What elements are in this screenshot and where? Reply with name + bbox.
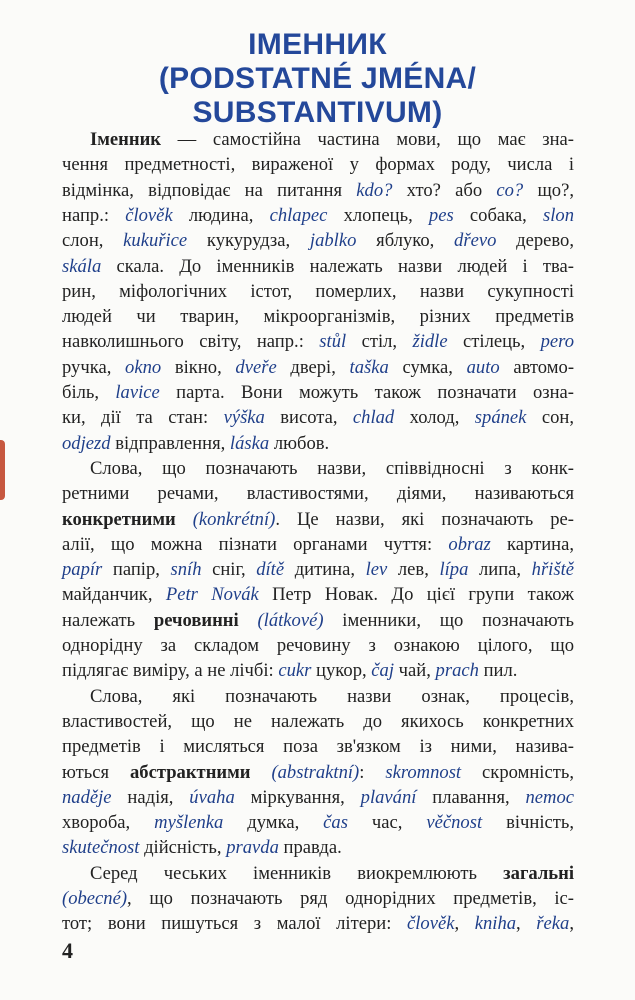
text-run: людина, [172, 204, 270, 226]
czech-word: odjezd [62, 432, 111, 454]
text-run: слон, [62, 230, 124, 252]
czech-word: výška [223, 407, 265, 429]
heading-line-2: (PODSTATNÉ JMÉNA/ [158, 62, 477, 95]
text-line [62, 279, 574, 304]
bold-term: Іменник [90, 129, 162, 150]
text-run: тот; вони пишуться з малої літери: [62, 913, 407, 935]
text-run: картина, [490, 533, 575, 555]
text-run: чай, [394, 660, 436, 682]
text-run: Петр Новак. До цієї групи також [258, 584, 574, 606]
text-line [62, 886, 574, 911]
czech-word: dveře [235, 356, 277, 378]
text-line [62, 178, 574, 203]
czech-word: člověk [125, 204, 173, 226]
text-line [62, 658, 574, 683]
text-line [62, 380, 574, 405]
bold-term: загальні [503, 862, 574, 884]
czech-word: co? [496, 179, 524, 201]
text-run: чення предметності, вираженої у формах роду, числа і [62, 154, 574, 176]
czech-word: kniha [474, 913, 517, 935]
czech-word: láska [229, 432, 270, 454]
text-line [62, 608, 574, 633]
text-run: властивостей, що не належать до якихось конкретних [62, 710, 574, 732]
text-run: правда. [278, 837, 342, 859]
text-run: дійсність, [139, 837, 227, 859]
text-run: кукурудза, [187, 230, 310, 252]
czech-word: plavání [360, 786, 417, 808]
czech-word: naděje [62, 786, 112, 808]
text-line [62, 709, 574, 734]
text-run: ються [62, 761, 130, 783]
text-run: липа, [468, 559, 532, 581]
czech-word: hřiště [531, 559, 574, 581]
text-run: , [516, 913, 537, 935]
text-line [62, 254, 574, 279]
czech-word: čaj [371, 660, 395, 682]
text-run: висота, [264, 407, 353, 429]
text-run: сумка, [388, 356, 467, 378]
text-run: вічність, [482, 812, 575, 834]
text-run: хто? або [392, 179, 497, 201]
text-run: належать [62, 609, 154, 631]
czech-word: auto [466, 356, 500, 378]
text-run [239, 610, 258, 631]
text-run: ретними речами, властивостями, діями, називаються [62, 483, 574, 505]
text-line [62, 633, 574, 658]
text-run: рин, міфологічних істот, померлих, назви сукупності [62, 280, 574, 302]
text-line [90, 456, 574, 481]
czech-word: papír [62, 559, 103, 581]
text-run: час, [347, 812, 427, 834]
czech-word: (konkrétní) [192, 508, 276, 530]
czech-word: úvaha [189, 786, 235, 808]
czech-word: pravda [226, 837, 279, 859]
text-run: сон, [526, 407, 574, 429]
text-run: , що позначають ряд однорідних предметів, іс- [127, 888, 574, 909]
text-run: вікно, [161, 356, 236, 378]
czech-word: nemoc [525, 786, 575, 808]
text-run: навколишнього світу, напр.: [62, 331, 320, 353]
text-run: : [359, 761, 386, 783]
text-run: сніг, [201, 559, 257, 581]
text-line [62, 557, 574, 582]
czech-word: (látkové) [257, 609, 324, 631]
text-run: двері, [276, 356, 350, 378]
text-line [62, 810, 574, 835]
text-line [90, 684, 574, 709]
czech-word: dítě [256, 559, 285, 581]
text-line [62, 532, 574, 557]
text-run: дитина, [284, 559, 366, 581]
czech-word: skutečnost [62, 837, 140, 859]
text-line [62, 582, 574, 607]
text-run: Слова, які позначають назви ознак, процесів, [90, 685, 574, 707]
text-run: лев, [387, 559, 440, 581]
text-line [62, 203, 574, 228]
text-line [90, 127, 574, 152]
czech-word: prach [435, 660, 479, 682]
text-run: стілець, [447, 331, 541, 353]
text-run: однорідну за складом речовину з ознакою цілого, що [62, 635, 574, 656]
text-line [62, 405, 574, 430]
text-run: іменники, що позначають [323, 609, 575, 631]
czech-word: pero [540, 331, 574, 353]
text-line [62, 481, 574, 506]
bold-term: речовинні [153, 609, 239, 631]
czech-word: okno [125, 356, 162, 378]
text-run: ки, дії та стан: [62, 407, 224, 429]
czech-word: slon [543, 204, 575, 226]
czech-word: taška [349, 356, 389, 378]
text-run: хлопець, [327, 204, 429, 226]
text-line [62, 507, 574, 532]
czech-word: (abstraktní) [271, 761, 360, 783]
heading-line-3: SUBSTANTIVUM) [192, 96, 443, 129]
text-run: міркування, [234, 786, 361, 808]
text-line [62, 152, 574, 177]
czech-word: obraz [448, 533, 491, 555]
text-line [62, 911, 574, 936]
czech-word: čas [323, 812, 348, 834]
text-run: відмінка, відповідає на питання [62, 179, 357, 201]
czech-word: skromnost [385, 761, 462, 783]
heading-line-1: ІМЕННИК [248, 28, 387, 61]
text-run: надія, [111, 786, 190, 808]
text-run: собака, [453, 204, 544, 226]
text-line [62, 835, 574, 860]
czech-word: řeka [536, 913, 570, 935]
czech-word: kukuřice [123, 230, 188, 252]
text-run: стіл, [346, 331, 413, 353]
text-run: що?, [523, 179, 574, 201]
text-run: дерево, [496, 230, 574, 252]
czech-word: kdo? [356, 179, 393, 201]
bold-term: абстрактними [130, 761, 251, 783]
text-run: майданчик, [62, 584, 166, 606]
text-line [62, 785, 574, 810]
text-run: пил. [478, 660, 518, 682]
czech-word: (obecné) [62, 888, 128, 909]
bold-term: конкретними [62, 508, 176, 530]
text-run: папір, [102, 559, 171, 581]
text-line [62, 304, 574, 329]
czech-word: skála [62, 255, 102, 277]
text-run: напр.: [62, 204, 126, 226]
czech-word: cukr [278, 660, 312, 682]
text-run: хвороба, [62, 812, 155, 834]
text-run: плавання, [416, 786, 526, 808]
text-run: яблуко, [356, 230, 455, 252]
text-line [90, 861, 574, 886]
text-run: скромність, [461, 761, 574, 783]
text-run: . Це назви, які позначають ре- [275, 508, 574, 530]
text-line [62, 329, 574, 354]
text-line [62, 734, 574, 759]
text-run: думка, [223, 812, 324, 834]
czech-word: jablko [309, 230, 357, 252]
text-line [62, 431, 574, 456]
text-run [251, 762, 272, 783]
page-edge-mark [0, 440, 5, 500]
czech-word: chlapec [269, 204, 328, 226]
text-run: автомо- [499, 356, 575, 378]
text-run [176, 509, 193, 530]
text-run: алії, що можна пізнати органами чуття: [62, 533, 449, 555]
text-line [62, 355, 574, 380]
czech-word: chlad [352, 407, 395, 429]
text-run: Серед чеських іменників виокремлюють [90, 862, 504, 884]
text-run: цукор, [311, 660, 372, 682]
text-line [62, 760, 574, 785]
czech-word: spánek [474, 407, 527, 429]
text-run: предметів і мисляться поза зв'язком із ними, назива- [62, 736, 574, 758]
text-run: біль, [62, 382, 116, 403]
czech-word: židle [412, 331, 448, 353]
czech-word: lev [365, 559, 388, 581]
czech-word: myšlenka [154, 812, 224, 834]
text-run: , [569, 913, 574, 935]
czech-word: věčnost [426, 812, 483, 834]
czech-word: stůl [319, 331, 347, 353]
czech-word: člověk [407, 913, 455, 935]
text-run: Слова, що позначають назви, співвідносні з конк- [90, 457, 574, 479]
text-line [62, 228, 574, 253]
text-run: — самостійна частина мови, що має зна- [161, 129, 574, 150]
text-run: любов. [269, 432, 330, 454]
text-run: , [454, 913, 475, 935]
czech-word: pes [428, 204, 454, 226]
text-run: скала. До іменників належать назви людей і тва- [101, 255, 574, 277]
czech-word: Petr Novák [165, 584, 259, 606]
czech-word: lípa [439, 559, 469, 581]
text-run: холод, [394, 407, 475, 429]
page-number: 4 [62, 938, 73, 963]
czech-word: sníh [170, 559, 202, 581]
text-run: підлягає виміру, а не лічбі: [62, 660, 279, 682]
text-run: відправлення, [110, 432, 230, 454]
czech-word: dřevo [454, 230, 497, 252]
czech-word: lavice [115, 382, 160, 403]
text-run: парта. Вони можуть також позначати озна- [159, 382, 574, 403]
text-run: людей чи тварин, мікроорганізмів, різних предметів [62, 306, 574, 328]
text-run: ручка, [62, 356, 126, 378]
